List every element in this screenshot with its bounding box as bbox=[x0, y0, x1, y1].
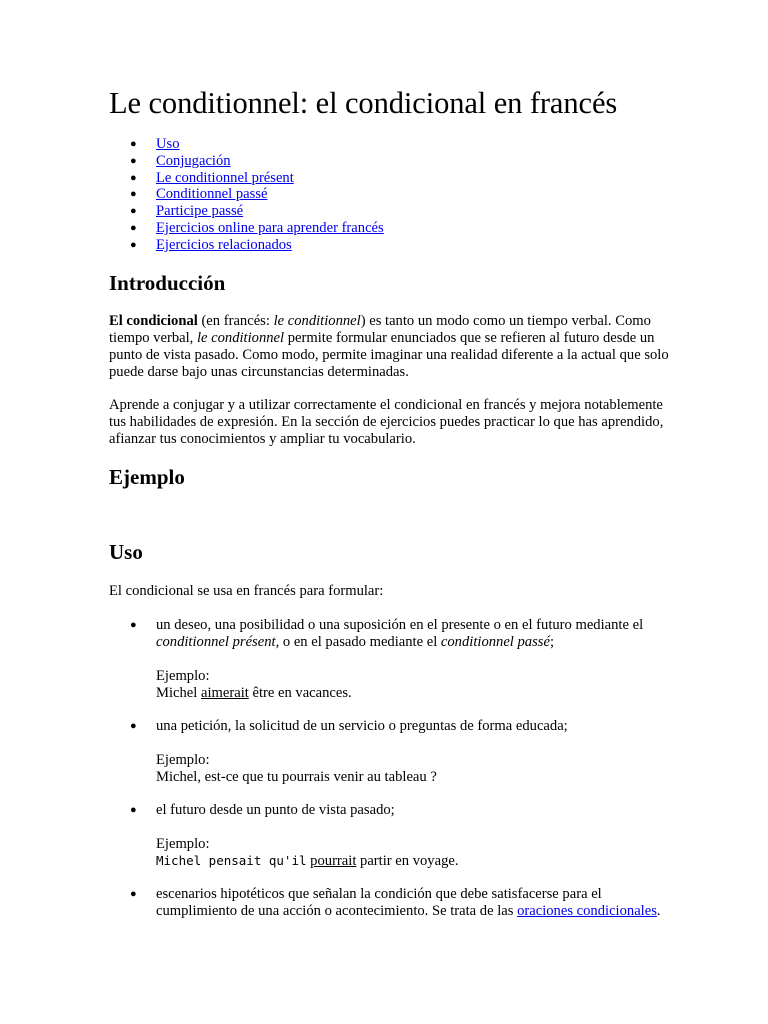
example-text: être en vacances. bbox=[248, 684, 352, 701]
example-sentence bbox=[156, 685, 669, 702]
uso-text: escenarios hipotéticos que señalan la condición que debe satisfacerse para el cumplimiento de una acción o acontecimiento. Se trata de las bbox=[156, 886, 602, 919]
page-title: Le conditionnel: el condicional en francés bbox=[109, 86, 618, 120]
intro-text: ) es tanto un modo como un tiempo verbal. Como tiempo verbal, bbox=[109, 313, 651, 346]
intro-text: permite formular enunciados que se refieren al futuro desde un punto de vista pasado. Como modo, permite imaginar una realidad diferente a la actual que solo puede darse bajo unas circunstancias determinadas. bbox=[109, 329, 669, 380]
bullet-icon: ● bbox=[130, 619, 137, 631]
bullet-icon: ● bbox=[130, 221, 137, 234]
link-oraciones-condicionales[interactable]: oraciones condicionales bbox=[517, 902, 657, 919]
toc-item bbox=[109, 220, 384, 237]
example-underlined-verb: aimerait bbox=[201, 684, 249, 701]
intro-italic-term: le conditionnel bbox=[196, 329, 285, 346]
uso-item-content bbox=[156, 617, 669, 702]
toc-link-participe-passe[interactable]: Participe passé bbox=[156, 203, 244, 220]
bullet-icon: ● bbox=[130, 205, 137, 218]
toc-link-ejercicios-relacionados[interactable]: Ejercicios relacionados bbox=[156, 236, 292, 253]
uso-text: o en el pasado mediante el bbox=[279, 633, 441, 650]
toc-link-conjugacion[interactable]: Conjugación bbox=[156, 152, 231, 169]
example-text: Michel bbox=[156, 684, 201, 701]
uso-item-text bbox=[156, 617, 669, 651]
uso-text: ; bbox=[549, 633, 555, 650]
example-text: partir en voyage. bbox=[356, 852, 459, 869]
bullet-icon: ● bbox=[130, 138, 137, 150]
uso-list-item bbox=[109, 718, 669, 786]
uso-item-content bbox=[156, 802, 669, 870]
uso-intro: El condicional se usa en francés para formular: bbox=[109, 583, 384, 599]
intro-italic-term: le conditionnel bbox=[273, 313, 361, 329]
toc-item bbox=[109, 186, 384, 203]
example-underlined-verb: pourrait bbox=[310, 852, 357, 869]
bullet-icon: ● bbox=[130, 171, 137, 184]
toc-item bbox=[109, 170, 384, 187]
bullet-icon: ● bbox=[130, 188, 137, 201]
uso-text: un deseo, una posibilidad o una suposición en el presente o en el futuro mediante el bbox=[156, 617, 644, 633]
toc-link-ejercicios-online[interactable]: Ejercicios online para aprender francés bbox=[156, 219, 384, 236]
bullet-icon: ● bbox=[130, 238, 137, 251]
example-mono-text: Michel pensait qu'il bbox=[156, 852, 307, 868]
uso-item-text: una petición, la solicitud de un servicio o preguntas de forma educada; bbox=[156, 718, 568, 734]
example-label: Ejemplo: bbox=[156, 667, 210, 684]
uso-list-item bbox=[109, 617, 669, 702]
uso-text: . bbox=[656, 902, 661, 919]
bullet-icon: ● bbox=[130, 888, 137, 900]
example-label: Ejemplo: bbox=[156, 835, 210, 852]
intro-paragraph-2: Aprende a conjugar y a utilizar correctamente el condicional en francés y mejora notablemente tus habilidades de expresión. En la sección de ejercicios puedes practicar lo que has aprendido, afianzar tus conocimientos y ampliar tu vocabulario. bbox=[109, 397, 664, 447]
toc-item bbox=[109, 153, 384, 170]
heading-introduccion: Introducción bbox=[109, 271, 226, 295]
intro-text: (en francés: bbox=[197, 313, 274, 329]
uso-list-item bbox=[109, 886, 669, 920]
toc-item bbox=[109, 203, 384, 220]
bullet-icon: ● bbox=[130, 804, 137, 816]
example-sentence: Michel, est-ce que tu pourrais venir au tableau ? bbox=[156, 768, 437, 785]
uso-item-content bbox=[156, 886, 669, 920]
bullet-icon: ● bbox=[130, 154, 137, 167]
toc-link-uso[interactable]: Uso bbox=[156, 136, 180, 152]
toc-link-conditionnel-present[interactable]: Le conditionnel présent bbox=[156, 169, 294, 186]
intro-paragraph-1 bbox=[109, 313, 669, 381]
uso-item-text: el futuro desde un punto de vista pasado; bbox=[156, 802, 395, 818]
uso-list-item bbox=[109, 802, 669, 870]
heading-uso: Uso bbox=[109, 540, 143, 564]
toc-link-conditionnel-passe[interactable]: Conditionnel passé bbox=[156, 186, 268, 203]
example-sentence bbox=[156, 853, 669, 870]
toc-item bbox=[109, 237, 384, 254]
uso-italic: conditionnel passé bbox=[440, 633, 550, 650]
uso-item-content bbox=[156, 718, 669, 786]
bullet-icon: ● bbox=[130, 720, 137, 732]
toc-item bbox=[109, 136, 384, 153]
intro-bold-term: El condicional bbox=[109, 313, 198, 329]
uso-italic: conditionnel présent, bbox=[156, 633, 280, 650]
heading-ejemplo: Ejemplo bbox=[109, 465, 185, 489]
example-label: Ejemplo: bbox=[156, 751, 210, 768]
uso-item-text bbox=[156, 886, 669, 920]
table-of-contents bbox=[109, 136, 384, 254]
